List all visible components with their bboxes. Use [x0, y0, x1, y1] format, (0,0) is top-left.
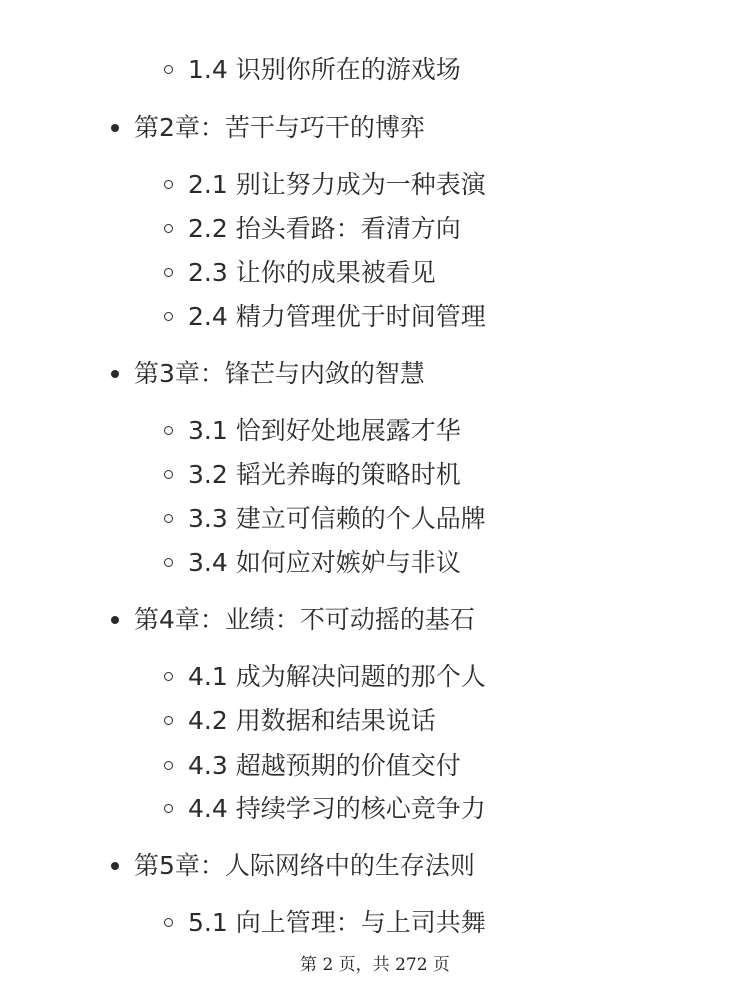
disc-bullet-icon — [111, 370, 119, 378]
toc-item-label: 4.2 用数据和结果说话 — [188, 706, 436, 735]
toc-item-label: 第3章：锋芒与内敛的智慧 — [134, 359, 425, 388]
toc-item-label: 2.1 别让努力成为一种表演 — [188, 170, 486, 199]
toc-item-label: 5.1 向上管理：与上司共舞 — [188, 908, 486, 937]
toc-item-label: 第5章：人际网络中的生存法则 — [134, 851, 475, 880]
circle-bullet-icon — [164, 65, 173, 74]
page-number-footer: 第 2 页，共 272 页 — [300, 955, 450, 975]
toc-item-label: 3.4 如何应对嫉妒与非议 — [188, 548, 461, 577]
toc-item-label: 2.3 让你的成果被看见 — [188, 258, 436, 287]
toc-item-label: 3.1 恰到好处地展露才华 — [188, 416, 461, 445]
toc-chapter-item[interactable] — [134, 849, 475, 883]
toc-section-item[interactable] — [188, 502, 486, 536]
circle-bullet-icon — [164, 312, 173, 321]
circle-bullet-icon — [164, 918, 173, 927]
circle-bullet-icon — [164, 514, 173, 523]
toc-item-label: 1.4 识别你所在的游戏场 — [188, 55, 461, 84]
circle-bullet-icon — [164, 558, 173, 567]
circle-bullet-icon — [164, 224, 173, 233]
toc-section-item[interactable] — [188, 749, 461, 783]
circle-bullet-icon — [164, 180, 173, 189]
circle-bullet-icon — [164, 672, 173, 681]
toc-section-item[interactable] — [188, 168, 486, 202]
toc-item-label: 2.2 抬头看路：看清方向 — [188, 214, 461, 243]
toc-section-item[interactable] — [188, 906, 486, 940]
toc-item-label: 2.4 精力管理优于时间管理 — [188, 302, 486, 331]
toc-item-label: 4.4 持续学习的核心竞争力 — [188, 794, 486, 823]
toc-section-item[interactable] — [188, 660, 486, 694]
circle-bullet-icon — [164, 268, 173, 277]
toc-item-label: 3.2 韬光养晦的策略时机 — [188, 460, 461, 489]
toc-section-item[interactable] — [188, 53, 461, 87]
disc-bullet-icon — [111, 124, 119, 132]
toc-section-item[interactable] — [188, 300, 486, 334]
toc-chapter-item[interactable] — [134, 111, 425, 145]
toc-section-item[interactable] — [188, 212, 461, 246]
circle-bullet-icon — [164, 716, 173, 725]
toc-item-label: 第2章：苦干与巧干的博弈 — [134, 113, 425, 142]
toc-chapter-item[interactable] — [134, 357, 425, 391]
toc-item-label: 4.1 成为解决问题的那个人 — [188, 662, 486, 691]
toc-section-item[interactable] — [188, 704, 436, 738]
toc-section-item[interactable] — [188, 546, 461, 580]
circle-bullet-icon — [164, 761, 173, 770]
toc-section-item[interactable] — [188, 256, 436, 290]
toc-section-item[interactable] — [188, 792, 486, 826]
toc-section-item[interactable] — [188, 414, 461, 448]
circle-bullet-icon — [164, 426, 173, 435]
disc-bullet-icon — [111, 616, 119, 624]
toc-item-label: 4.3 超越预期的价值交付 — [188, 751, 461, 780]
circle-bullet-icon — [164, 804, 173, 813]
toc-item-label: 第4章：业绩：不可动摇的基石 — [134, 605, 475, 634]
disc-bullet-icon — [111, 862, 119, 870]
toc-chapter-item[interactable] — [134, 603, 475, 637]
toc-item-label: 3.3 建立可信赖的个人品牌 — [188, 504, 486, 533]
toc-section-item[interactable] — [188, 458, 461, 492]
circle-bullet-icon — [164, 470, 173, 479]
